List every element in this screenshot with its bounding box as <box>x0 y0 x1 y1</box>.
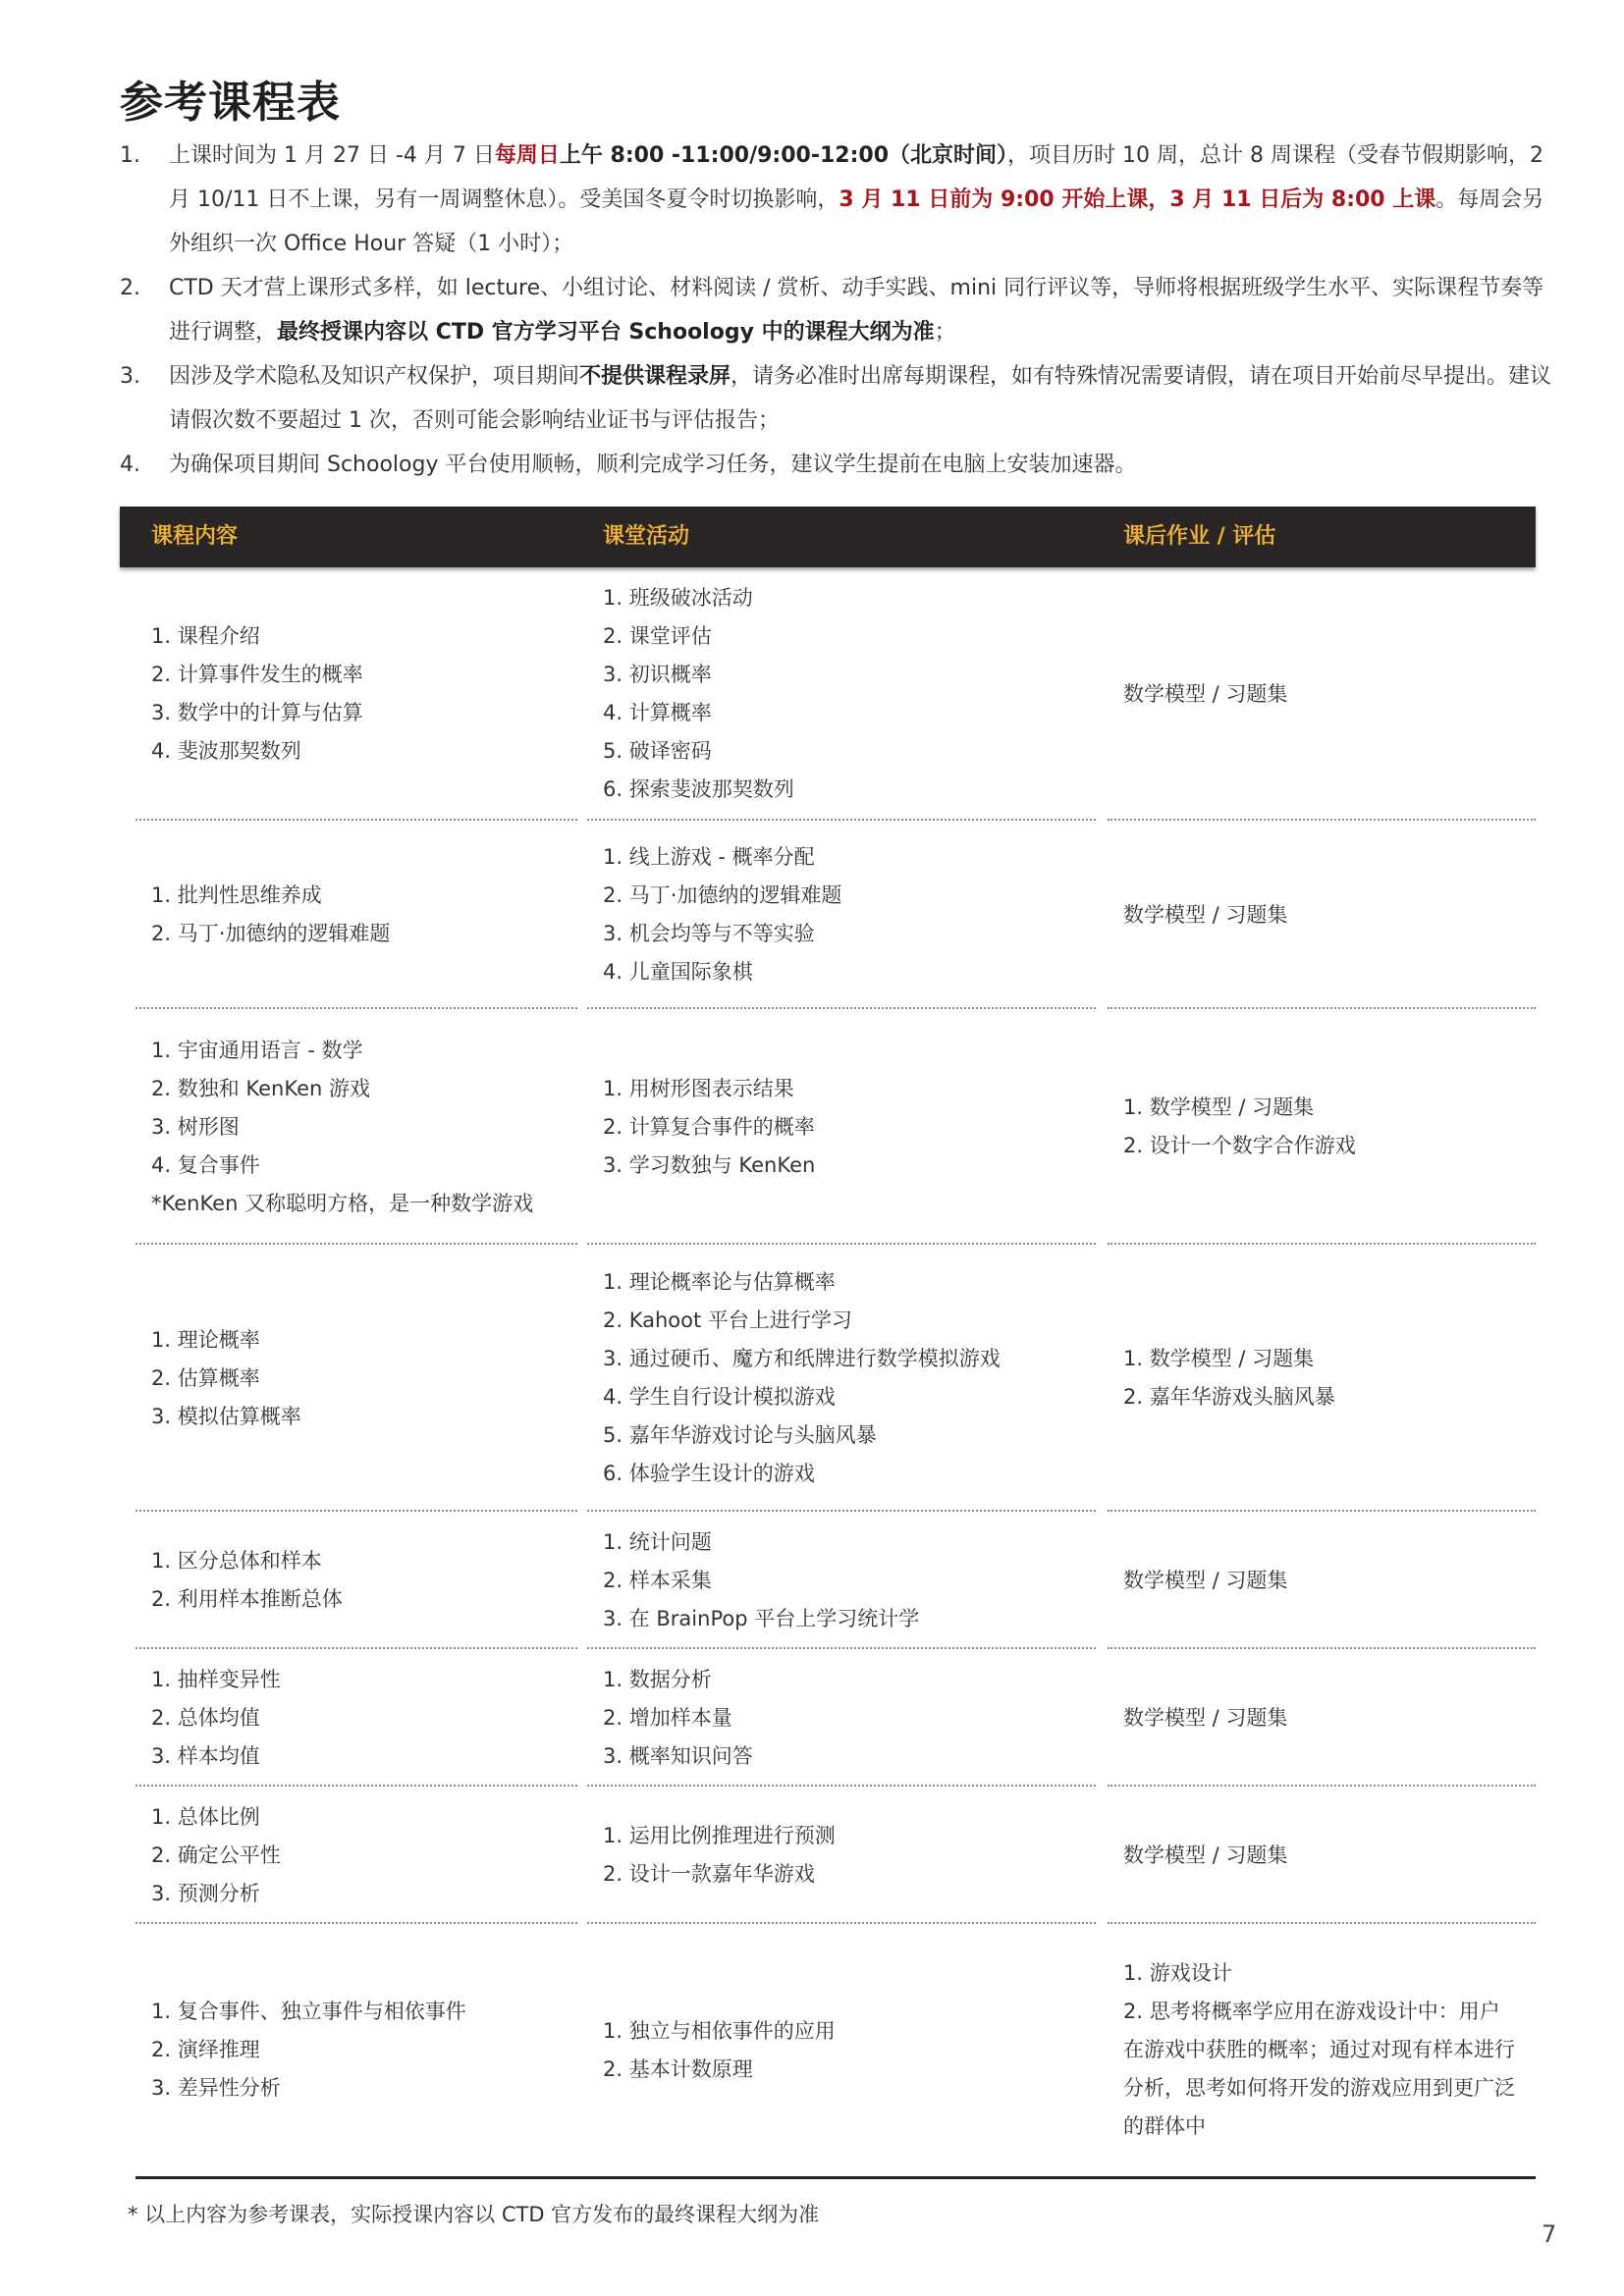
table-header <box>120 507 1536 567</box>
cell-line: 1. 运用比例推理进行预测 <box>603 1824 836 1847</box>
cell-line: 3. 预测分析 <box>151 1881 260 1905</box>
cell-line: 6. 探索斐波那契数列 <box>603 777 794 801</box>
cell-line: 3. 模拟估算概率 <box>151 1404 301 1428</box>
activities-cell <box>603 1649 1084 1787</box>
activities-cell <box>603 821 1084 1009</box>
cell-line: 1. 线上游戏 - 概率分配 <box>603 845 815 869</box>
cell-line: 3. 差异性分析 <box>151 2076 281 2100</box>
cell-line: 2. 思考将概率学应用在游戏设计中：用户在游戏中获胜的概率；通过对现有样本进行分析，思考如何将开发的游戏应用到更广泛的群体中 <box>1123 2000 1515 2138</box>
homework-cell <box>1123 1512 1516 1649</box>
cell-line: 5. 嘉年华游戏讨论与头脑风暴 <box>603 1423 877 1447</box>
table-row <box>0 1245 1624 1512</box>
cell-line: 1. 抽样变异性 <box>151 1667 281 1691</box>
cell-line: 1. 用树形图表示结果 <box>603 1076 794 1100</box>
cell-line: 2. 设计一款嘉年华游戏 <box>603 1862 815 1886</box>
note-highlight: 上午 8:00 -11:00/9:00-12:00（北京时间） <box>559 143 1008 168</box>
content-cell <box>151 1009 573 1245</box>
cell-line: 1. 宇宙通用语言 - 数学 <box>151 1038 363 1062</box>
cell-line: 1. 独立与相依事件的应用 <box>603 2018 836 2043</box>
note-highlight: 不提供课程录屏 <box>579 364 731 389</box>
content-cell <box>151 1512 573 1649</box>
content-cell <box>151 821 573 1009</box>
activities-cell <box>603 1924 1084 2176</box>
cell-line: 1. 课程介绍 <box>151 624 260 648</box>
note-number: 2. <box>120 276 140 300</box>
table-row <box>0 1009 1624 1245</box>
note-text: ，项目历时 10 周，总计 8 周课程（受春节假期影响，2 月 10/11 日不上课，另有一周调整休息）。受美国冬夏令时切换影响， <box>169 143 1543 212</box>
cell-line: 2. 课堂评估 <box>603 624 712 648</box>
cell-line: 2. 估算概率 <box>151 1365 260 1390</box>
homework-cell <box>1123 1009 1516 1245</box>
page-number: 7 <box>1542 2220 1557 2248</box>
homework-cell <box>1123 567 1516 821</box>
cell-line: 3. 在 BrainPop 平台上学习统计学 <box>603 1606 920 1630</box>
cell-line: 1. 班级破冰活动 <box>603 586 753 610</box>
cell-line: *KenKen 又称聪明方格，是一种数学游戏 <box>151 1191 534 1215</box>
cell-line: 数学模型 / 习题集 <box>1123 1842 1288 1867</box>
table-row <box>0 821 1624 1009</box>
table-bottom-rule <box>135 2176 1536 2179</box>
cell-line: 2. 基本计数原理 <box>603 2056 753 2081</box>
cell-line: 3. 树形图 <box>151 1114 240 1139</box>
cell-line: 数学模型 / 习题集 <box>1123 902 1288 927</box>
note-highlight: 最终授课内容以 CTD 官方学习平台 Schoology 中的课程大纲为准 <box>277 320 935 345</box>
cell-line: 1. 理论概率 <box>151 1327 260 1352</box>
content-cell <box>151 1787 573 1924</box>
cell-line: 2. 确定公平性 <box>151 1842 281 1867</box>
content-cell <box>151 1649 573 1787</box>
table-row <box>0 1787 1624 1924</box>
note-highlight: 每周日 <box>494 143 560 168</box>
activities-cell <box>603 1245 1084 1512</box>
cell-line: 2. 利用样本推断总体 <box>151 1587 343 1611</box>
cell-line: 2. 计算复合事件的概率 <box>603 1114 815 1139</box>
table-row <box>0 1649 1624 1787</box>
cell-line: 1. 批判性思维养成 <box>151 883 322 907</box>
content-cell <box>151 567 573 821</box>
note-number: 3. <box>120 364 140 389</box>
homework-cell <box>1123 1245 1516 1512</box>
cell-line: 2. 演绎推理 <box>151 2038 260 2061</box>
homework-cell <box>1123 1924 1516 2176</box>
note-text: 。每周会另外组织一次 Office Hour 答疑（1 小时）； <box>169 187 1544 256</box>
cell-line: 2. 嘉年华游戏头脑风暴 <box>1123 1385 1335 1409</box>
header-course-content: 课程内容 <box>151 524 239 549</box>
homework-cell <box>1123 1787 1516 1924</box>
note-item <box>120 354 1553 443</box>
cell-line: 1. 统计问题 <box>603 1529 712 1554</box>
note-text: ，请务必准时出席每期课程，如有特殊情况需要请假，请在项目开始前尽早提出。建议请假次数不要超过 1 次，否则可能会影响结业证书与评估报告； <box>169 364 1552 433</box>
notes-list <box>120 133 1553 487</box>
note-item <box>120 443 1553 487</box>
note-text: CTD 天才营上课形式多样，如 lecture、小组讨论、材料阅读 / 赏析、动手实践、mini 同行评议等，导师将根据班级学生水平、实际课程节奏等进行调整， <box>169 276 1544 345</box>
cell-line: 5. 破译密码 <box>603 739 712 763</box>
cell-line: 1. 数学模型 / 习题集 <box>1123 1095 1315 1119</box>
header-class-activities: 课堂活动 <box>603 524 690 549</box>
activities-cell <box>603 567 1084 821</box>
cell-line: 1. 数学模型 / 习题集 <box>1123 1347 1315 1370</box>
cell-line: 4. 儿童国际象棋 <box>603 960 753 984</box>
cell-line: 1. 区分总体和样本 <box>151 1549 322 1573</box>
cell-line: 3. 通过硬币、魔方和纸牌进行数学模拟游戏 <box>603 1347 1001 1370</box>
cell-line: 2. 增加样本量 <box>603 1705 732 1730</box>
cell-line: 数学模型 / 习题集 <box>1123 1705 1288 1730</box>
cell-line: 4. 斐波那契数列 <box>151 739 301 763</box>
table-row <box>0 567 1624 821</box>
note-number: 4. <box>120 453 140 477</box>
cell-line: 2. 设计一个数字合作游戏 <box>1123 1134 1356 1157</box>
content-cell <box>151 1245 573 1512</box>
cell-line: 数学模型 / 习题集 <box>1123 1568 1288 1592</box>
cell-line: 4. 学生自行设计模拟游戏 <box>603 1385 836 1409</box>
cell-line: 2. 马丁·加德纳的逻辑难题 <box>151 922 391 945</box>
cell-line: 2. 样本采集 <box>603 1568 712 1592</box>
content-cell <box>151 1924 573 2176</box>
activities-cell <box>603 1009 1084 1245</box>
activities-cell <box>603 1512 1084 1649</box>
cell-line: 2. 总体均值 <box>151 1705 260 1730</box>
note-text: ； <box>934 320 956 345</box>
cell-line: 4. 复合事件 <box>151 1152 260 1177</box>
cell-line: 1. 复合事件、独立事件与相依事件 <box>151 2000 466 2023</box>
activities-cell <box>603 1787 1084 1924</box>
footnote: * 以上内容为参考课表，实际授课内容以 CTD 官方发布的最终课程大纲为准 <box>128 2203 820 2226</box>
cell-line: 3. 学习数独与 KenKen <box>603 1152 816 1177</box>
cell-line: 2. 数独和 KenKen 游戏 <box>151 1076 370 1100</box>
cell-line: 2. Kahoot 平台上进行学习 <box>603 1308 852 1332</box>
homework-cell <box>1123 821 1516 1009</box>
note-number: 1. <box>120 143 140 168</box>
cell-line: 2. 马丁·加德纳的逻辑难题 <box>603 883 842 907</box>
page-title: 参考课程表 <box>120 78 341 128</box>
cell-line: 1. 总体比例 <box>151 1804 260 1829</box>
cell-line: 3. 机会均等与不等实验 <box>603 922 815 945</box>
cell-line: 1. 数据分析 <box>603 1667 712 1691</box>
cell-line: 3. 概率知识问答 <box>603 1743 753 1768</box>
header-homework-assessment: 课后作业 / 评估 <box>1123 524 1276 549</box>
note-item <box>120 266 1553 354</box>
cell-line: 1. 游戏设计 <box>1123 1961 1232 1985</box>
cell-line: 4. 计算概率 <box>603 701 712 724</box>
homework-cell <box>1123 1649 1516 1787</box>
table-row <box>0 1924 1624 2176</box>
cell-line: 数学模型 / 习题集 <box>1123 681 1288 706</box>
note-highlight: 3 月 11 日前为 9:00 开始上课，3 月 11 日后为 8:00 上课 <box>839 187 1436 212</box>
table-row <box>0 1512 1624 1649</box>
note-text: 为确保项目期间 Schoology 平台使用顺畅，顺利完成学习任务，建议学生提前在电脑上安装加速器。 <box>169 453 1137 477</box>
note-text: 因涉及学术隐私及知识产权保护，项目期间 <box>169 364 580 389</box>
cell-line: 3. 样本均值 <box>151 1743 260 1768</box>
cell-line: 6. 体验学生设计的游戏 <box>603 1462 815 1485</box>
note-text: 上课时间为 1 月 27 日 -4 月 7 日 <box>169 143 495 168</box>
cell-line: 3. 初识概率 <box>603 663 712 686</box>
cell-line: 1. 理论概率论与估算概率 <box>603 1270 836 1294</box>
cell-line: 3. 数学中的计算与估算 <box>151 701 363 724</box>
note-item <box>120 133 1553 266</box>
cell-line: 2. 计算事件发生的概率 <box>151 663 363 686</box>
